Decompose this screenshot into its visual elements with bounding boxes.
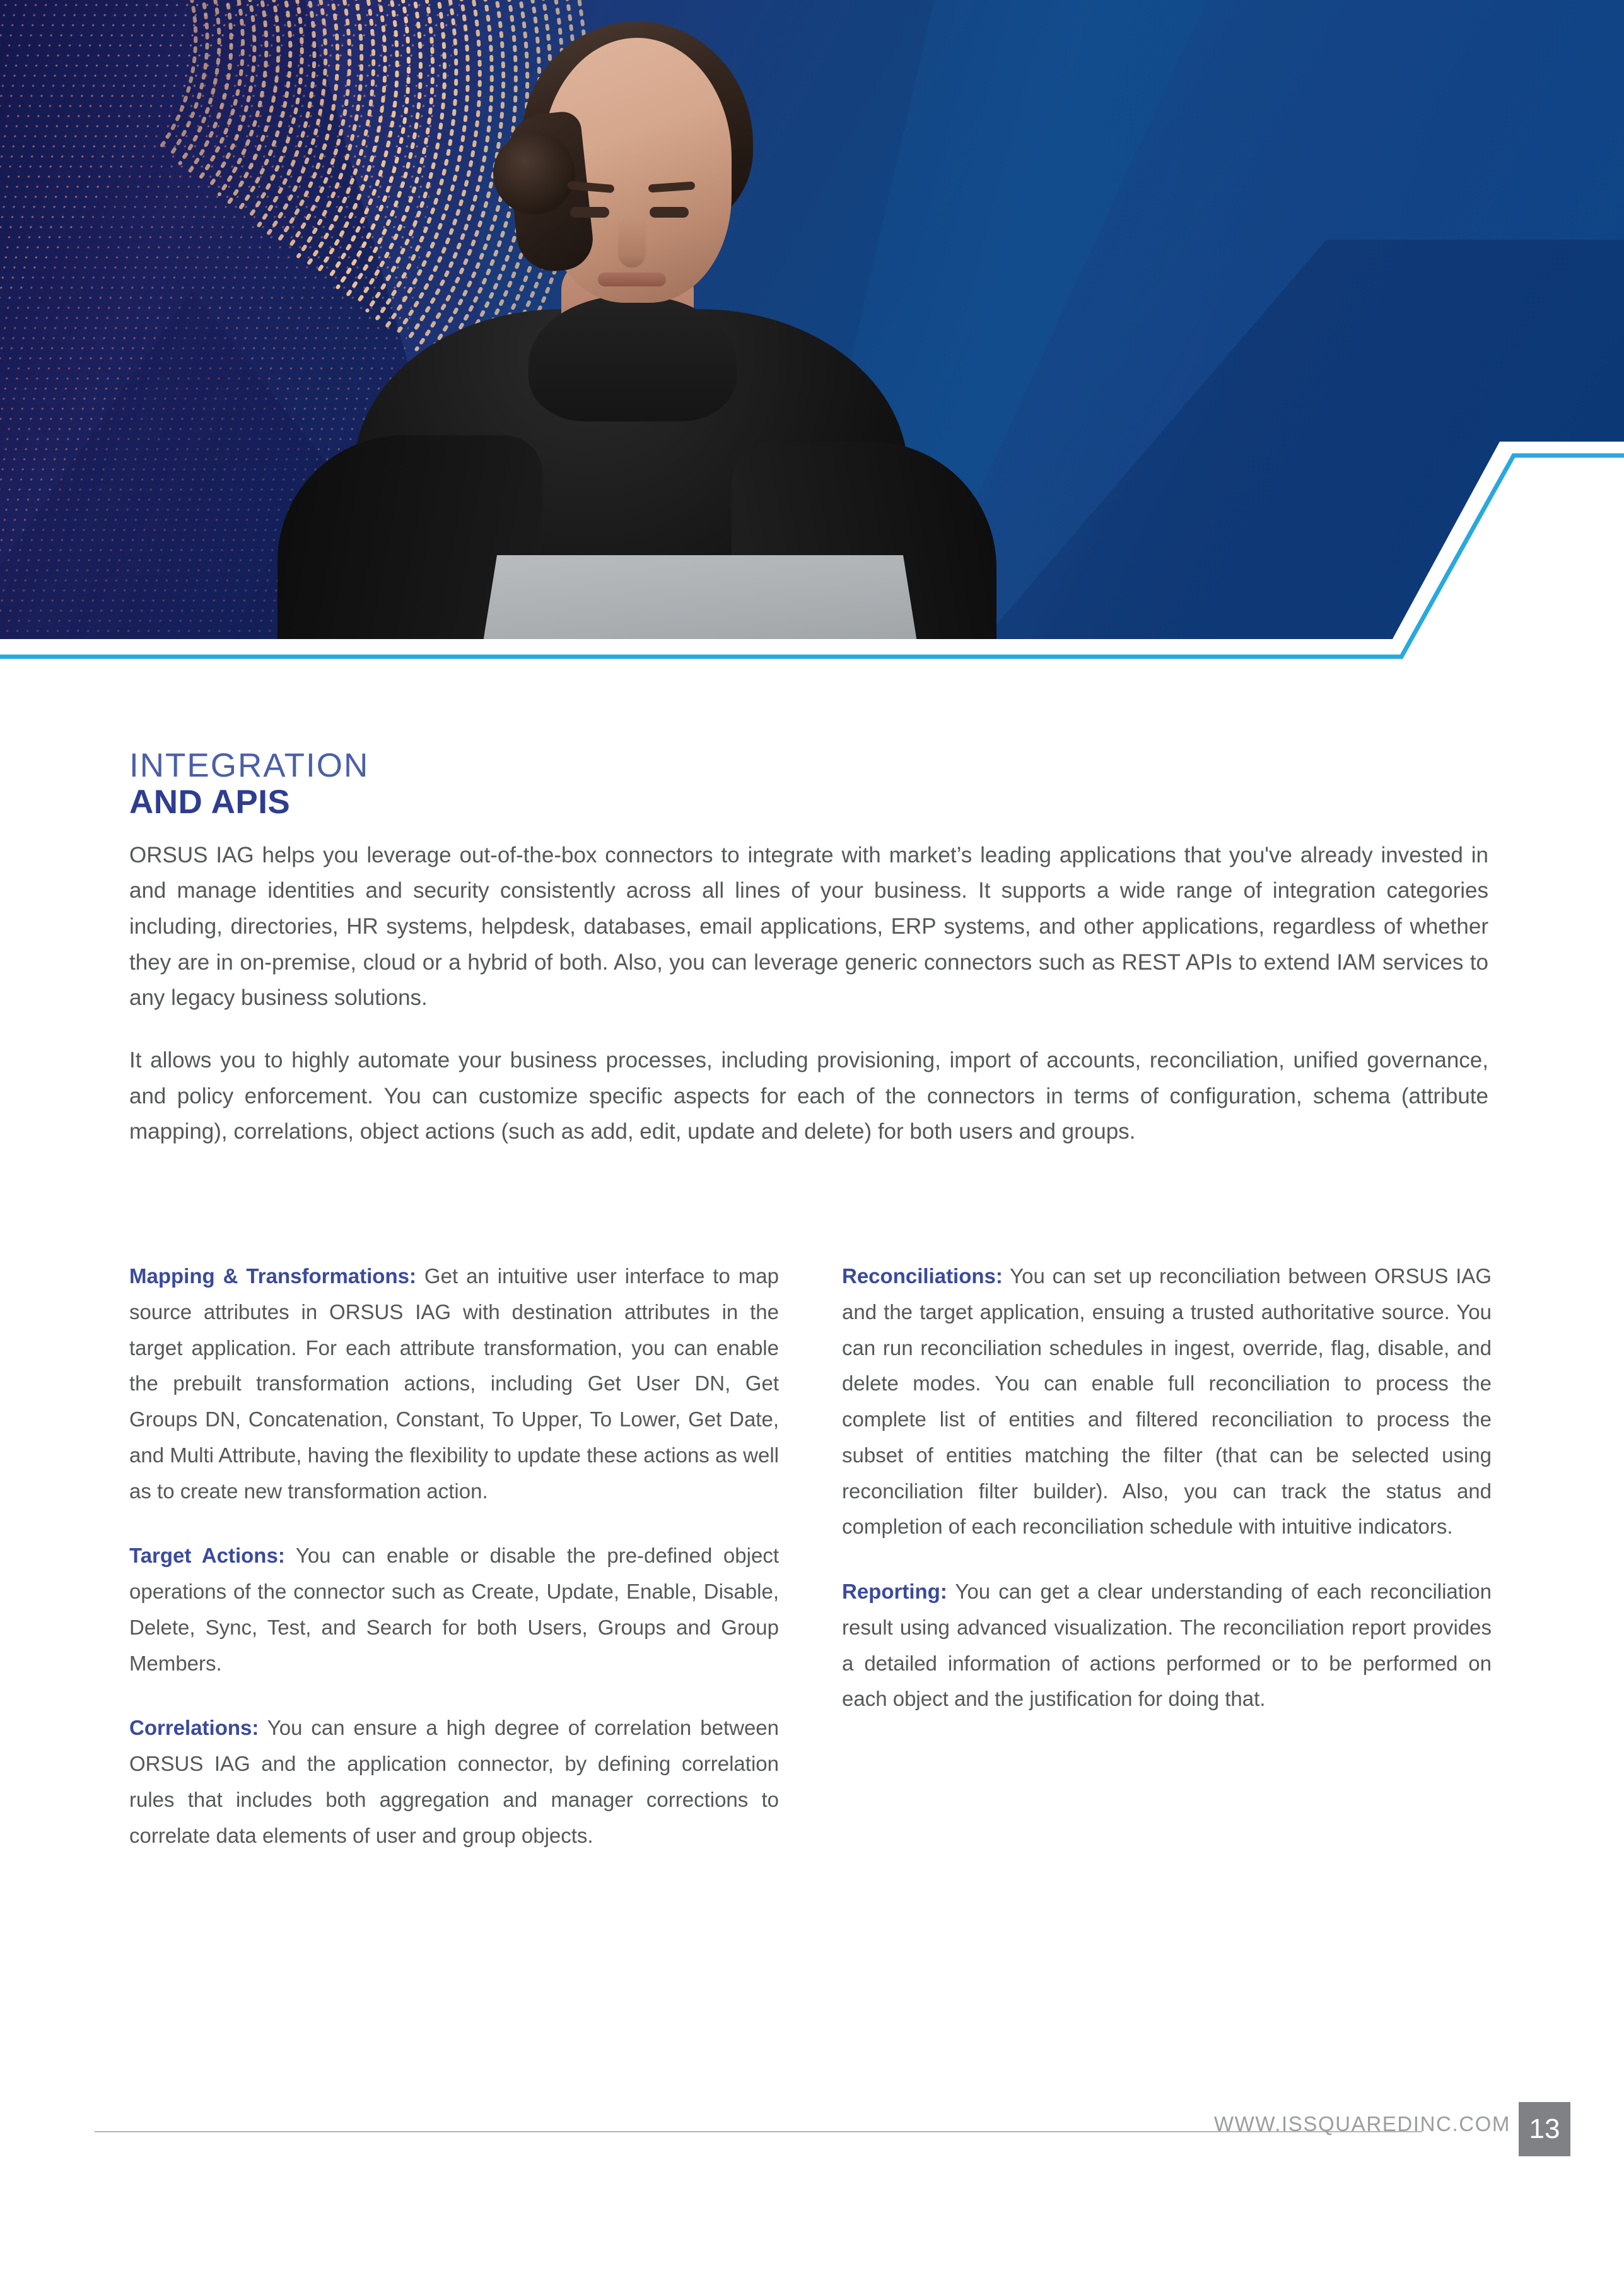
feature-column-left	[129, 1259, 779, 1853]
feature-text: You can ensure a high degree of correlation between ORSUS IAG and the application connector, by defining correlation rules that includes both aggregation and manager corrections to correlate data elements of user and group objects.	[129, 1716, 779, 1847]
feature-lead: Target Actions:	[129, 1544, 285, 1568]
intro-paragraph-1: ORSUS IAG helps you leverage out-of-the-box connectors to integrate with market’s leading applications that you've already invested in and manage identities and security consistently across all lines of your business. It supports a wide range of integration categories including, directories, HR systems, helpdesk, databases, email applications, ERP systems, and other applications, regardless of whether they are in on-premise, cloud or a hybrid of both. Also, you can leverage generic connectors such as REST APIs to extend IAM services to any legacy business solutions.	[129, 842, 1488, 1011]
intro-paragraph-2: It allows you to highly automate your business processes, including provisioning, import of accounts, reconciliation, unified governance, and policy enforcement. You can customize specific aspects for each of the connectors in terms of configuration, schema (attribute mapping), correlations, object actions (such as add, edit, update and delete) for both users and groups.	[129, 1048, 1488, 1144]
feature-lead: Mapping & Transformations:	[129, 1264, 416, 1288]
feature-item	[842, 1574, 1492, 1717]
hero-banner	[0, 0, 1624, 659]
photo-turtleneck-collar	[529, 295, 737, 421]
photo-eye-right	[650, 207, 689, 218]
feature-item	[129, 1710, 779, 1853]
photo-nose	[618, 218, 646, 267]
page-footer	[0, 2107, 1624, 2189]
feature-text: You can set up reconciliation between ORSUS IAG and the target application, ensuing a trusted authoritative source. You can run reconciliation schedules in ingest, override, flag, disable, and delete modes. You can enable full reconciliation to process the complete list of entities and filtered reconciliation to process the subset of entities matching the filter (that can be selected using reconciliation filter builder). Also, you can track the status and completion of each reconciliation schedule with intuitive indicators.	[842, 1264, 1492, 1539]
feature-item	[129, 1259, 779, 1509]
photo-eye-left	[570, 207, 609, 218]
feature-column-right	[842, 1259, 1492, 1853]
page-number-badge: 13	[1519, 2102, 1570, 2156]
feature-item	[842, 1259, 1492, 1545]
feature-text: You can get a clear understanding of each reconciliation result using advanced visualization. The reconciliation report provides a detailed information of actions performed or to be performed on each object and the justification for doing that.	[842, 1580, 1492, 1711]
feature-text: Get an intuitive user interface to map source attributes in ORSUS IAG with destination attributes in the target application. For each attribute transformation, you can enable the prebuilt transformation actions, including Get User DN, Get Groups DN, Concatenation, Constant, To Upper, To Lower, Get Date, and Multi Attribute, having the flexibility to update these actions as well as to create new transformation action.	[129, 1264, 779, 1503]
feature-text: You can enable or disable the pre-defined object operations of the connector such as Create, Update, Enable, Disable, Delete, Sync, Test, and Search for both Users, Groups and Group Members.	[129, 1544, 779, 1675]
page-eyebrow: INTEGRATION	[129, 747, 370, 784]
feature-lead: Correlations:	[129, 1716, 259, 1740]
photo-lips	[598, 273, 666, 286]
feature-lead: Reporting:	[842, 1580, 947, 1603]
feature-item	[129, 1538, 779, 1681]
page-title: AND APIS	[129, 784, 291, 821]
feature-columns	[129, 1259, 1492, 1853]
feature-lead: Reconciliations:	[842, 1264, 1003, 1288]
photo-laptop	[479, 555, 921, 659]
article-intro	[129, 748, 1488, 1150]
footer-website-url: WWW.ISSQUAREDINC.COM	[1213, 2112, 1510, 2135]
hero-photo-person	[353, 0, 908, 659]
photo-hair-bun	[493, 132, 575, 214]
